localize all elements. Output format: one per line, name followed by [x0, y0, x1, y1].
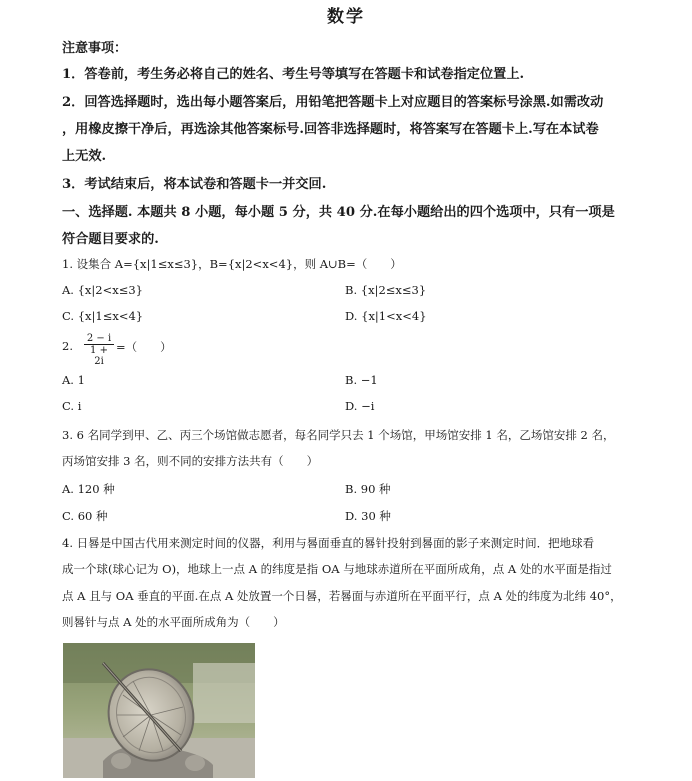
sundial-photo — [63, 643, 255, 778]
notice-item-1: 1．答卷前，考生务必将自己的姓名、考生号等填写在答题卡和试卷指定位置上. — [62, 67, 525, 82]
question-3-option-a: A. 120 种 — [62, 482, 115, 496]
question-4-stem-4: 则晷针与点 A 处的水平面所成角为（ ） — [62, 615, 285, 629]
question-3-stem: 3. 6 名同学到甲、乙、丙三个场馆做志愿者，每名同学只去 1 个场馆，甲场馆安排 1 名，乙场馆安排 2 名， — [62, 428, 615, 442]
section-heading: 一、选择题. 本题共 8 小题，每小题 5 分，共 40 分.在每小题给出的四个选项中，只有一项是 — [62, 205, 615, 220]
question-3-option-d: D. 30 种 — [345, 509, 391, 523]
question-1-option-a: A. {x|2<x≤3} — [62, 283, 143, 297]
question-1-option-b: B. {x|2≤x≤3} — [345, 283, 427, 297]
page-title: 数学 — [327, 7, 365, 27]
sundial-illustration — [63, 643, 255, 778]
notice-item-2-end: 上无效. — [62, 149, 107, 164]
question-2-option-a: A. 1 — [62, 373, 85, 387]
question-1-option-c: C. {x|1≤x<4} — [62, 309, 144, 323]
question-3-option-b: B. 90 种 — [345, 482, 391, 496]
question-4-stem-3: 点 A 且与 OA 垂直的平面.在点 A 处放置一个日晷，若晷面与赤道所在平面平行，点 A 处的纬度为北纬 40°， — [62, 589, 622, 603]
question-4-stem-2: 成一个球(球心记为 O)，地球上一点 A 的纬度是指 OA 与地球赤道所在平面所成角，点 A 处的水平面是指过 — [62, 562, 612, 576]
notice-item-2: 2．回答选择题时，选出每小题答案后，用铅笔把答题卡上对应题目的答案标号涂黑.如需改动 — [62, 95, 604, 110]
question-4-stem: 4. 日晷是中国古代用来测定时间的仪器，利用与晷面垂直的晷针投射到晷面的影子来测定时间．把地球看 — [62, 536, 595, 550]
question-2-fraction — [84, 333, 114, 367]
question-3-stem-cont: 丙场馆安排 3 名，则不同的安排方法共有（ ） — [62, 454, 319, 468]
question-2-option-d: D. −i — [345, 399, 375, 413]
question-2-suffix: =（ ） — [116, 340, 172, 354]
question-2-option-c: C. i — [62, 399, 82, 413]
notice-heading: 注意事项： — [62, 41, 128, 56]
notice-item-2-cont: ，用橡皮擦干净后，再选涂其他答案标号.回答非选择题时，将答案写在答题卡上.写在本试卷 — [62, 122, 599, 137]
question-1-stem: 1. 设集合 A={x|1≤x≤3}，B={x|2<x<4}，则 A∪B=（ ） — [62, 257, 402, 271]
question-2-option-b: B. −1 — [345, 373, 378, 387]
question-2-denominator: 1 + 2i — [90, 345, 108, 367]
question-1-option-d: D. {x|1<x<4} — [345, 309, 427, 323]
section-heading-cont: 符合题目要求的. — [62, 232, 159, 247]
question-2-numerator: 2 − i — [84, 333, 114, 345]
notice-item-3: 3．考试结束后，将本试卷和答题卡一并交回. — [62, 177, 327, 192]
question-2-label: 2. — [62, 339, 73, 353]
question-3-option-c: C. 60 种 — [62, 509, 108, 523]
